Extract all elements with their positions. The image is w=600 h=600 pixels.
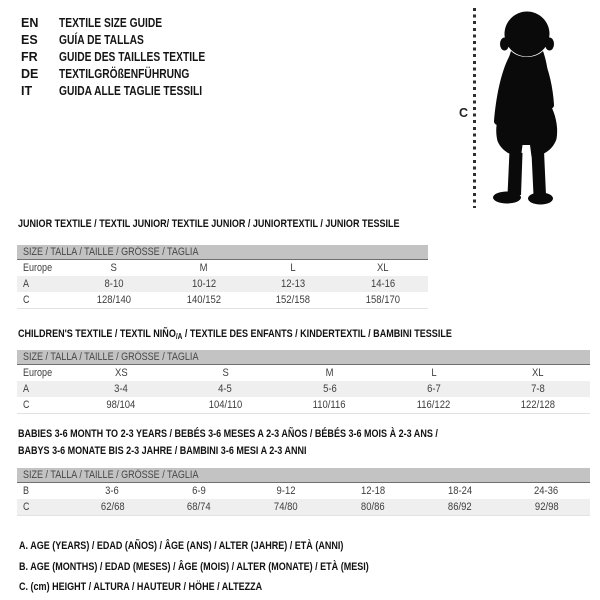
table-row: [17, 292, 428, 308]
table-row: [17, 483, 590, 499]
cell: 5-6: [322, 383, 337, 395]
cell: 12-18: [360, 485, 385, 497]
table-row: [17, 499, 590, 515]
table-row: [17, 276, 428, 292]
row-label: C: [23, 501, 30, 513]
cell: S: [110, 262, 118, 274]
cell: 110/116: [313, 399, 346, 411]
row-label: Europe: [23, 262, 53, 274]
baby-silhouette-image: [483, 9, 569, 207]
cell: S: [222, 367, 229, 379]
lang-row-en: [21, 15, 237, 32]
table-row: [17, 260, 428, 276]
table-row: [17, 365, 590, 381]
cell: 6-7: [426, 383, 441, 395]
language-list: [21, 15, 237, 100]
babies-section-title: BABIES 3-6 MONTH TO 2-3 YEARS / BEBÉS 3-6 MESES A 2-3 AÑOS / BÉBÉS 3-6 MOIS À 2-3 ANS / BABYS 3-6 MONATE BIS 2-3 JAHRE / BAMBINI 3-6 MESI A 2-3 ANNI: [18, 428, 438, 457]
cell: 18-24: [447, 485, 472, 497]
lang-code: FR: [21, 50, 38, 64]
cell: 122/128: [520, 399, 556, 411]
row-label: Europe: [23, 367, 53, 379]
lang-row-es: [21, 32, 237, 49]
note-b: B. AGE (MONTHS) / EDAD (MESES) / ÂGE (MOIS) / ALTER (MONATE) / ETÀ (MESI): [19, 560, 369, 573]
lang-label: TEXTILGRÖßENFÜHRUNG: [59, 67, 190, 81]
cell: 12-13: [281, 278, 306, 290]
row-label: C: [23, 294, 30, 306]
cell: 7-8: [531, 383, 545, 395]
note-c: C. (cm) HEIGHT / ALTURA / HAUTEUR / HÖHE / ALTEZZA: [19, 581, 263, 593]
table-row: [17, 381, 590, 397]
lang-code: EN: [21, 16, 39, 30]
lang-row-it: [21, 83, 237, 100]
lang-code: DE: [21, 67, 39, 81]
cell: 80/86: [361, 501, 385, 513]
cell: 152/158: [276, 294, 311, 306]
row-label: A: [23, 278, 30, 290]
children-section-title: CHILDREN'S TEXTILE / TEXTIL NIÑO/A / TEXTILE DES ENFANTS / KINDERTEXTIL / BAMBINI TESSILE: [18, 328, 452, 341]
cell: 92/98: [534, 501, 559, 513]
cell: 24-36: [534, 485, 559, 497]
cell: 4-5: [218, 383, 233, 395]
cell: 10-12: [191, 278, 216, 290]
cell: XL: [532, 367, 544, 379]
cell: 128/140: [96, 294, 131, 306]
lang-label: GUIDA ALLE TAGLIE TESSILI: [59, 84, 203, 98]
subscript: /A: [175, 332, 183, 341]
size-header-bar: SIZE / TALLA / TAILLE / GRÖSSE / TAGLIA: [17, 468, 590, 483]
lang-row-fr: [21, 49, 237, 66]
cell: 74/80: [274, 501, 298, 513]
cell: 104/110: [208, 399, 243, 411]
babies-size-table: [17, 468, 590, 516]
junior-section-title: JUNIOR TEXTILE / TEXTIL JUNIOR/ TEXTILE JUNIOR / JUNIORTEXTIL / JUNIOR TESSILE: [18, 218, 400, 230]
lang-label: GUIDE DES TAILLES TEXTILE: [59, 50, 206, 64]
row-label: A: [23, 383, 30, 395]
note-a: A. AGE (YEARS) / EDAD (AÑOS) / ÂGE (ANS) / ALTER (JAHRE) / ETÀ (ANNI): [19, 540, 344, 552]
cell: M: [199, 262, 208, 274]
cell: L: [290, 262, 297, 274]
legend-notes: [19, 536, 446, 598]
cell: 158/170: [366, 294, 401, 306]
table-row: [17, 397, 590, 413]
cell: 3-4: [114, 383, 128, 395]
children-size-table: [17, 350, 590, 414]
cell: M: [325, 367, 334, 379]
cell: 9-12: [276, 485, 296, 497]
cell: XL: [377, 262, 389, 274]
size-header-bar: SIZE / TALLA / TAILLE / GRÖSSE / TAGLIA: [17, 350, 590, 365]
cell: XS: [114, 367, 128, 379]
cell: 14-16: [371, 278, 396, 290]
lang-code: ES: [21, 33, 38, 47]
cell: 98/104: [106, 399, 136, 411]
cell: 86/92: [447, 501, 472, 513]
cell: 62/68: [100, 501, 125, 513]
cell: 6-9: [192, 485, 207, 497]
lang-row-de: [21, 66, 237, 83]
cell: 8-10: [104, 278, 124, 290]
junior-size-table: [17, 245, 428, 309]
row-label: C: [23, 399, 30, 411]
size-header-bar: SIZE / TALLA / TAILLE / GRÖSSE / TAGLIA: [17, 245, 428, 260]
row-label: B: [23, 485, 30, 497]
lang-label: GUÍA DE TALLAS: [59, 33, 144, 47]
lang-label: TEXTILE SIZE GUIDE: [59, 16, 163, 30]
cell: 68/74: [187, 501, 212, 513]
height-measure-dotted-line: [473, 8, 476, 208]
lang-code: IT: [21, 84, 33, 98]
cell: 3-6: [105, 485, 120, 497]
cell: L: [431, 367, 437, 379]
cell: 140/152: [186, 294, 221, 306]
cell: 116/122: [416, 399, 451, 411]
height-label-c: C: [459, 106, 469, 120]
